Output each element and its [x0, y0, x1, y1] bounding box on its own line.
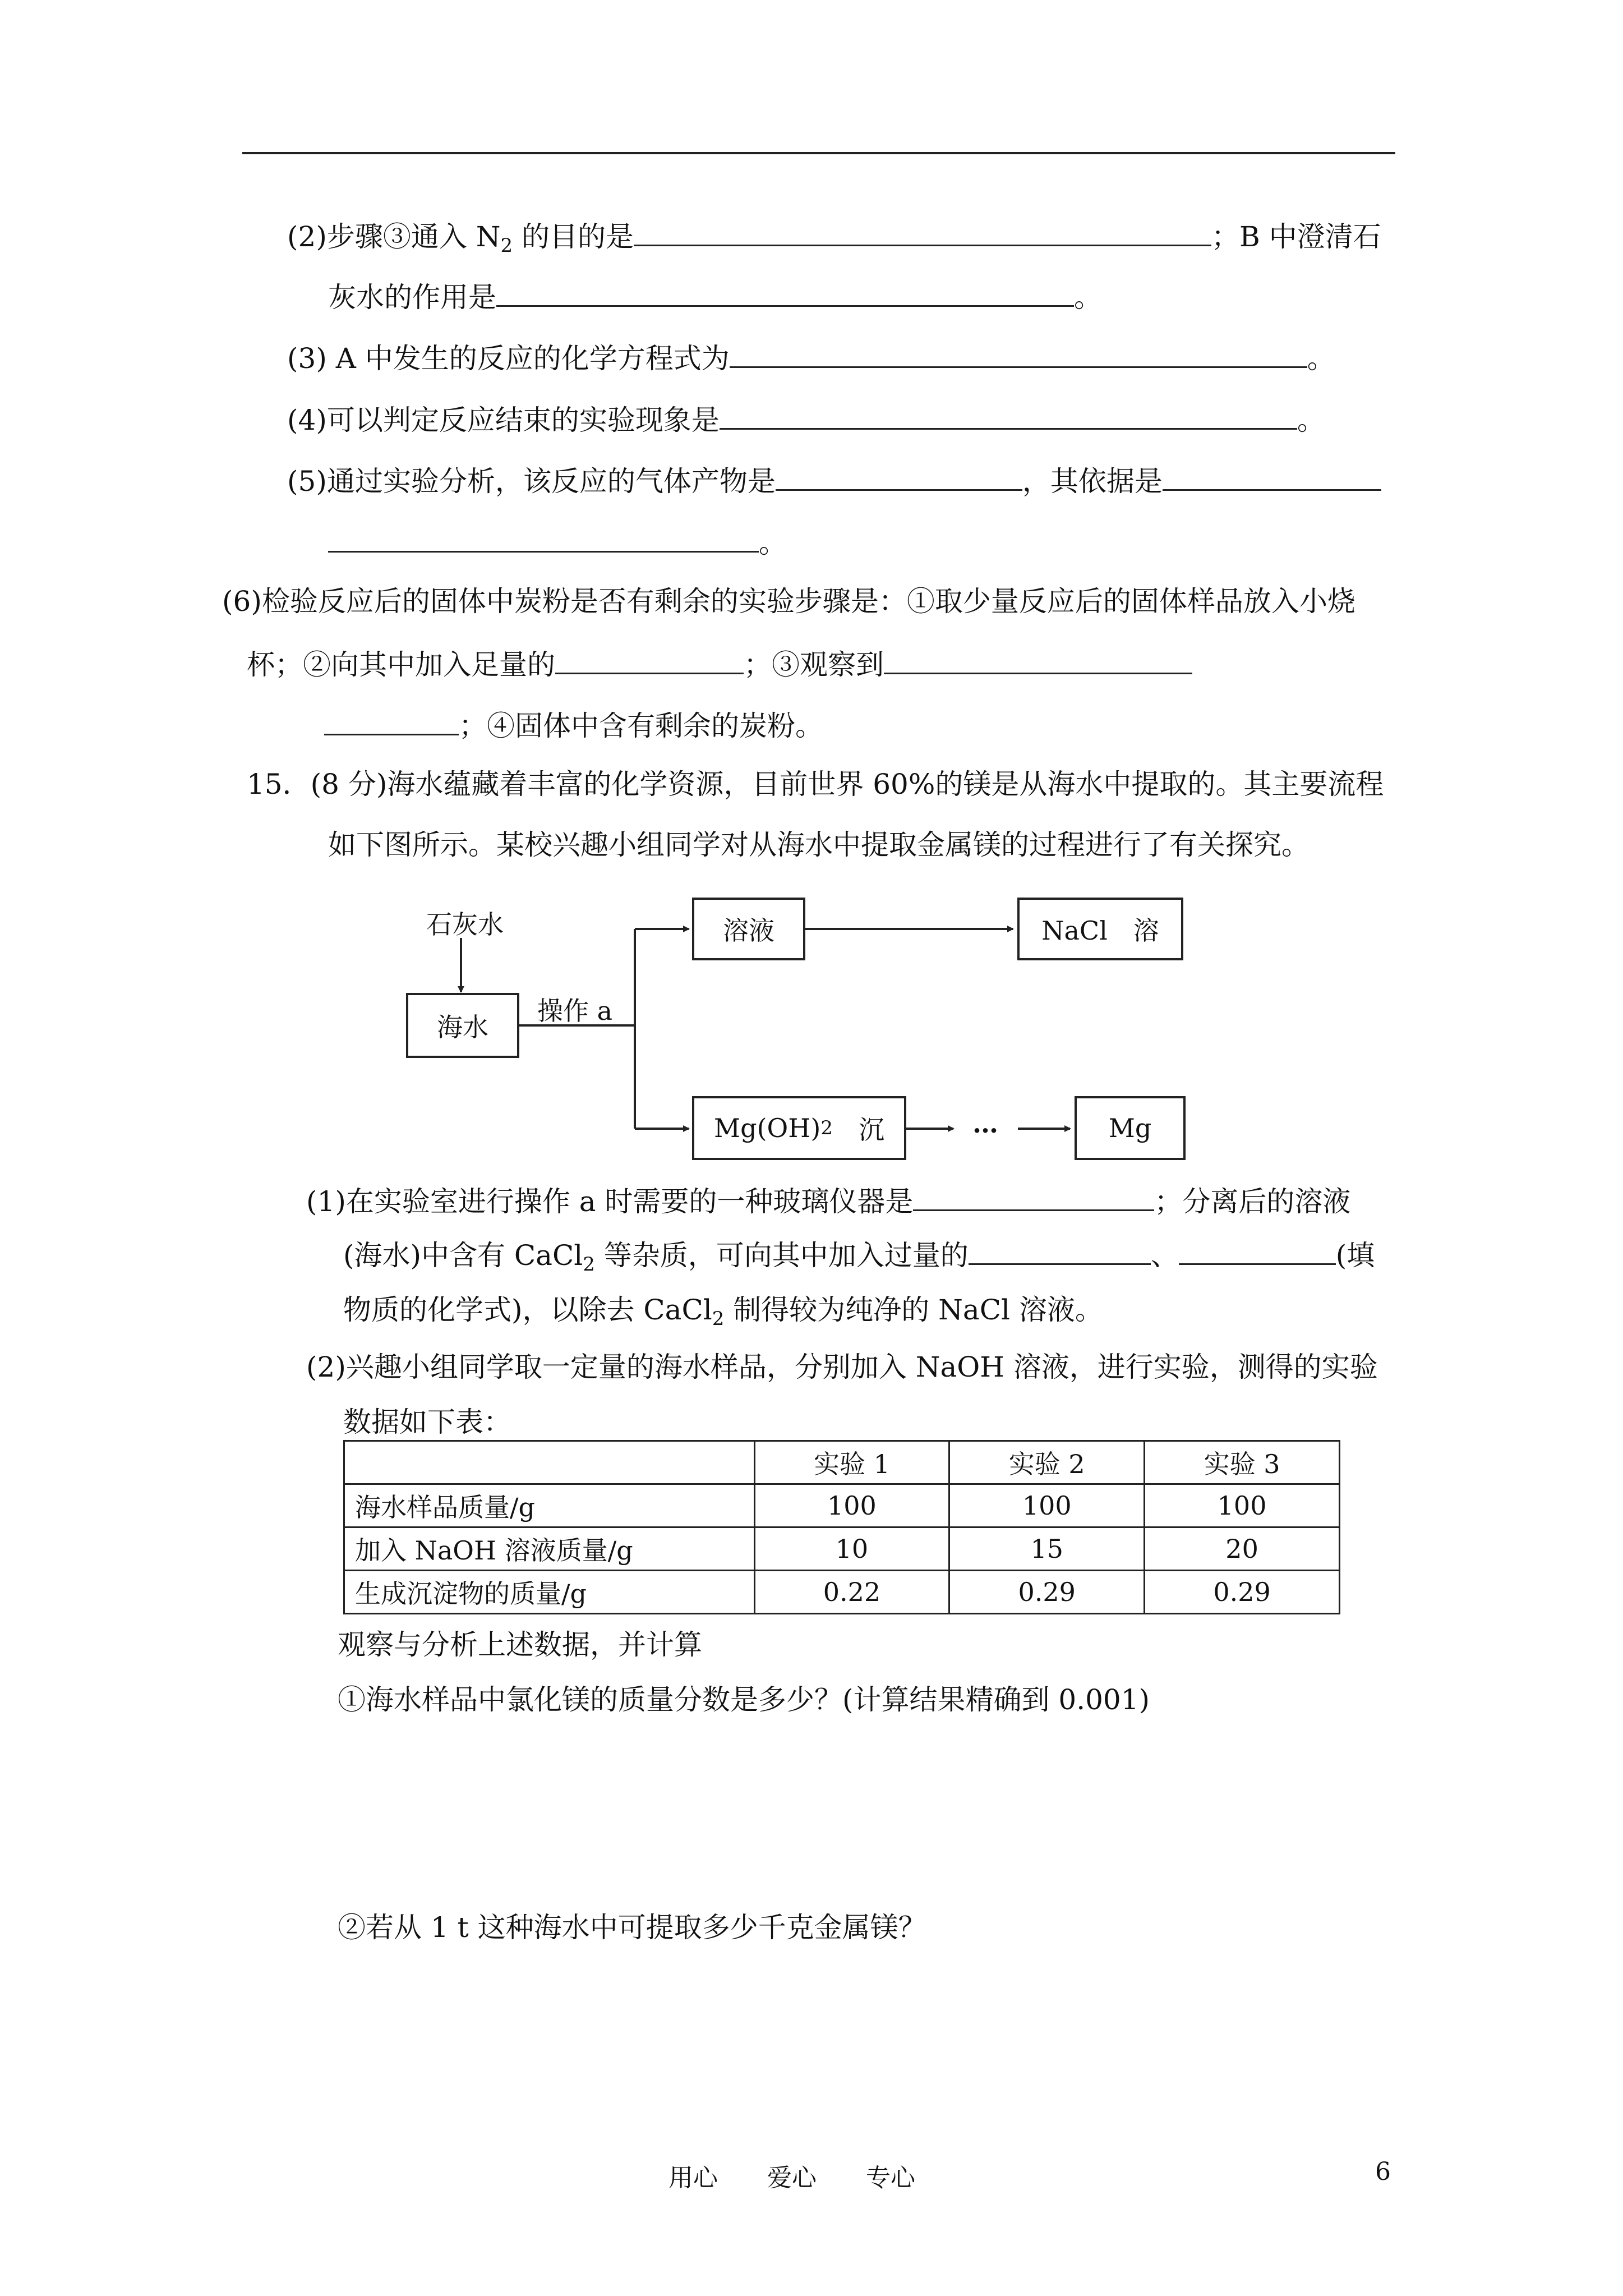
answer-blank[interactable]: [496, 278, 1074, 307]
flow-nacl-box: NaCl 溶: [1017, 898, 1183, 960]
table-header-row: [344, 1441, 1340, 1484]
table-cell: 0.22: [754, 1571, 949, 1614]
flow-mgoh2-box: Mg(OH) 2 沉: [692, 1096, 906, 1160]
q15-subquestion-1: ①海水样品中氯化镁的质量分数是多少？(计算结果精确到 0.001): [338, 1683, 1150, 1716]
answer-blank[interactable]: [1179, 1236, 1336, 1265]
answer-blank[interactable]: [720, 401, 1297, 430]
footer-slogan-1: 用心: [668, 2164, 718, 2192]
q15-part1-line2: (海水)中含有 CaCl$_2$ 等杂质，可向其中加入过量的 、 (填: [343, 1236, 1375, 1272]
answer-blank[interactable]: [555, 646, 744, 674]
answer-blank[interactable]: [1163, 462, 1381, 491]
q15-part1-line3: 物质的化学式)，以除去 CaCl$_2$ 制得较为纯净的 NaCl 溶液。: [343, 1294, 1103, 1330]
q14-part6-end: ；④固体中含有剩余的炭粉。: [324, 707, 823, 743]
experiment-data-table: [343, 1440, 1340, 1614]
table-row: [344, 1571, 1340, 1614]
table-cell: 100: [949, 1484, 1145, 1527]
q15-part2-line2: 数据如下表：: [343, 1406, 511, 1438]
q15-intro-line1: 15．(8 分)海水蕴藏着丰富的化学资源，目前世界 60%的镁是从海水中提取的。其主要流程: [247, 768, 1384, 800]
q15-observe-line: 观察与分析上述数据，并计算: [338, 1628, 702, 1661]
table-cell: 15: [949, 1527, 1145, 1571]
header-rule: [242, 152, 1395, 154]
q14-part6-line: (6)检验反应后的固体中炭粉是否有剩余的实验步骤是：①取少量反应后的固体样品放入小烧: [222, 585, 1355, 618]
answer-blank[interactable]: [913, 1182, 1154, 1211]
q14-part5-line: (5)通过实验分析，该反应的气体产物是 ，其依据是: [287, 462, 1381, 498]
page-number: 6: [1375, 2157, 1391, 2186]
table-row-label: 加入 NaOH 溶液质量/g: [344, 1527, 755, 1571]
table-cell: 0.29: [949, 1571, 1145, 1614]
q15-subquestion-2: ②若从 1 t 这种海水中可提取多少千克金属镁？: [338, 1911, 926, 1944]
footer-slogan-2: 爱心: [767, 2164, 817, 2192]
q14-part4-line: (4)可以判定反应结束的实验现象是 。: [287, 401, 1325, 437]
answer-blank[interactable]: [884, 646, 1192, 674]
footer-slogan-3: 专心: [866, 2164, 915, 2192]
table-cell: 100: [754, 1484, 949, 1527]
table-row: [344, 1484, 1340, 1527]
table-cell: 20: [1145, 1527, 1340, 1571]
table-cell: 100: [1145, 1484, 1340, 1527]
table-cell: 10: [754, 1527, 949, 1571]
q15-part2-line1: (2)兴趣小组同学取一定量的海水样品，分别加入 NaOH 溶液，进行实验，测得的实验: [306, 1351, 1378, 1383]
answer-blank[interactable]: [634, 218, 1211, 246]
answer-blank[interactable]: [730, 339, 1307, 368]
answer-blank[interactable]: [328, 524, 759, 553]
answer-blank[interactable]: [776, 462, 1022, 491]
q14-part2-line: (2)步骤③通入 $N_2$ 的目的是 ；B 中澄清石: [287, 218, 1381, 254]
table-row-label: 海水样品质量/g: [344, 1484, 755, 1527]
flow-solution-box: 溶液: [692, 898, 805, 960]
q14-part2-cont: 灰水的作用是 。: [328, 278, 1102, 314]
q14-part5-cont: 。: [328, 524, 787, 560]
q15-part1-line1: (1)在实验室进行操作 a 时需要的一种玻璃仪器是 ；分离后的溶液: [306, 1182, 1350, 1218]
q14-part6-cont: 杯；②向其中加入足量的 ；③观察到: [247, 646, 1192, 682]
flow-seawater-box: 海水: [406, 993, 519, 1058]
table-row: [344, 1527, 1340, 1571]
table-header-cell: [344, 1441, 755, 1484]
table-row-label: 生成沉淀物的质量/g: [344, 1571, 755, 1614]
answer-blank[interactable]: [324, 707, 459, 735]
flow-mg-box: Mg: [1075, 1096, 1186, 1160]
table-header-cell: 实验 2: [949, 1441, 1145, 1484]
answer-blank[interactable]: [969, 1236, 1151, 1265]
q15-intro-line2: 如下图所示。某校兴趣小组同学对从海水中提取金属镁的过程进行了有关探究。: [328, 829, 1310, 861]
table-header-cell: 实验 3: [1145, 1441, 1340, 1484]
q14-part3-line: (3) A 中发生的反应的化学方程式为 。: [287, 339, 1335, 375]
flow-lime-water-label: 石灰水: [426, 909, 504, 940]
table-header-cell: 实验 1: [754, 1441, 949, 1484]
flow-ellipsis: …: [972, 1108, 998, 1139]
table-cell: 0.29: [1145, 1571, 1340, 1614]
flow-operation-a-label: 操作 a: [537, 996, 613, 1026]
